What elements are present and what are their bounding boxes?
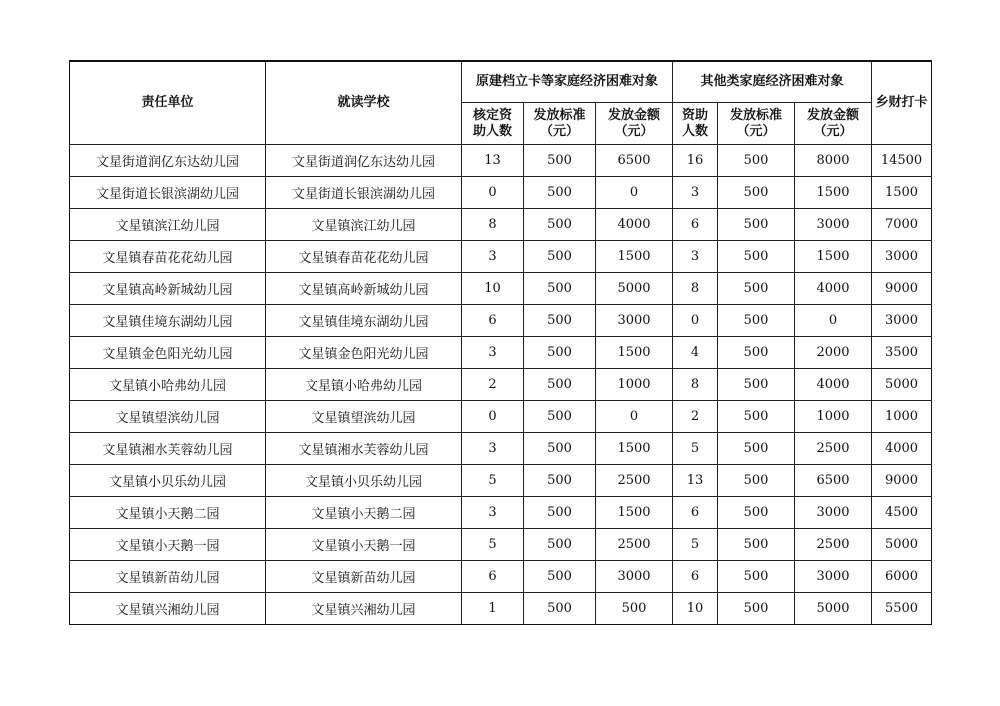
table-row <box>70 433 932 465</box>
cell-g1-standard: 500 <box>524 369 596 401</box>
cell-g1-count: 10 <box>462 273 524 305</box>
cell-g2-count: 8 <box>673 369 718 401</box>
header-group-archived: 原建档立卡等家庭经济困难对象 <box>462 61 673 103</box>
cell-school: 文星镇春苗花花幼儿园 <box>266 241 462 273</box>
table-row <box>70 369 932 401</box>
cell-g2-amount: 1500 <box>795 241 872 273</box>
cell-g1-count: 6 <box>462 561 524 593</box>
cell-unit: 文星街道润亿东达幼儿园 <box>70 145 266 177</box>
cell-g1-count: 1 <box>462 593 524 625</box>
cell-g1-amount: 1500 <box>596 433 673 465</box>
cell-g2-amount: 0 <box>795 305 872 337</box>
cell-g1-count: 13 <box>462 145 524 177</box>
header-total: 乡财打卡 <box>872 61 932 145</box>
cell-g1-amount: 1500 <box>596 497 673 529</box>
cell-unit: 文星镇新苗幼儿园 <box>70 561 266 593</box>
cell-total: 1000 <box>872 401 932 433</box>
cell-g2-amount: 5000 <box>795 593 872 625</box>
cell-g1-count: 8 <box>462 209 524 241</box>
cell-g2-amount: 4000 <box>795 273 872 305</box>
cell-g2-amount: 4000 <box>795 369 872 401</box>
header-g1-amount: 发放金额（元） <box>596 103 673 145</box>
cell-g1-standard: 500 <box>524 177 596 209</box>
cell-total: 4000 <box>872 433 932 465</box>
cell-total: 14500 <box>872 145 932 177</box>
cell-school: 文星镇小天鹅一园 <box>266 529 462 561</box>
cell-g2-standard: 500 <box>718 209 795 241</box>
table-row <box>70 273 932 305</box>
cell-g1-count: 2 <box>462 369 524 401</box>
cell-g1-count: 3 <box>462 497 524 529</box>
cell-unit: 文星镇望滨幼儿园 <box>70 401 266 433</box>
cell-unit: 文星镇小天鹅一园 <box>70 529 266 561</box>
cell-g2-amount: 6500 <box>795 465 872 497</box>
cell-total: 3000 <box>872 305 932 337</box>
cell-g1-amount: 5000 <box>596 273 673 305</box>
cell-total: 1500 <box>872 177 932 209</box>
cell-g1-amount: 2500 <box>596 529 673 561</box>
cell-g1-count: 6 <box>462 305 524 337</box>
header-unit: 责任单位 <box>70 61 266 145</box>
cell-g1-standard: 500 <box>524 337 596 369</box>
cell-g2-count: 16 <box>673 145 718 177</box>
header-group-other: 其他类家庭经济困难对象 <box>673 61 872 103</box>
cell-unit: 文星镇佳境东湖幼儿园 <box>70 305 266 337</box>
cell-g2-count: 6 <box>673 209 718 241</box>
table-row <box>70 401 932 433</box>
cell-school: 文星街道润亿东达幼儿园 <box>266 145 462 177</box>
table-row <box>70 209 932 241</box>
cell-g1-count: 0 <box>462 401 524 433</box>
header-school: 就读学校 <box>266 61 462 145</box>
cell-g2-amount: 2500 <box>795 529 872 561</box>
cell-g1-amount: 500 <box>596 593 673 625</box>
cell-g1-standard: 500 <box>524 529 596 561</box>
cell-g1-standard: 500 <box>524 401 596 433</box>
cell-g1-count: 3 <box>462 433 524 465</box>
cell-total: 5000 <box>872 529 932 561</box>
cell-total: 9000 <box>872 465 932 497</box>
cell-g2-standard: 500 <box>718 337 795 369</box>
cell-school: 文星镇小哈弗幼儿园 <box>266 369 462 401</box>
cell-g2-count: 2 <box>673 401 718 433</box>
cell-total: 4500 <box>872 497 932 529</box>
cell-unit: 文星镇小天鹅二园 <box>70 497 266 529</box>
cell-school: 文星镇小天鹅二园 <box>266 497 462 529</box>
cell-g2-amount: 8000 <box>795 145 872 177</box>
cell-g2-count: 5 <box>673 529 718 561</box>
cell-unit: 文星镇兴湘幼儿园 <box>70 593 266 625</box>
cell-g2-count: 4 <box>673 337 718 369</box>
cell-unit: 文星镇小贝乐幼儿园 <box>70 465 266 497</box>
cell-total: 3500 <box>872 337 932 369</box>
cell-g1-standard: 500 <box>524 273 596 305</box>
cell-total: 7000 <box>872 209 932 241</box>
cell-total: 6000 <box>872 561 932 593</box>
cell-g2-count: 10 <box>673 593 718 625</box>
cell-unit: 文星镇高岭新城幼儿园 <box>70 273 266 305</box>
table-row <box>70 529 932 561</box>
cell-g2-standard: 500 <box>718 305 795 337</box>
header-g2-amount: 发放金额（元） <box>795 103 872 145</box>
cell-g2-amount: 1500 <box>795 177 872 209</box>
cell-g1-standard: 500 <box>524 241 596 273</box>
table-body <box>70 145 932 625</box>
cell-school: 文星镇湘水芙蓉幼儿园 <box>266 433 462 465</box>
cell-g2-count: 5 <box>673 433 718 465</box>
header-g1-count: 核定资助人数 <box>462 103 524 145</box>
table-row <box>70 177 932 209</box>
subsidy-table <box>69 60 932 625</box>
cell-g1-standard: 500 <box>524 209 596 241</box>
cell-g2-standard: 500 <box>718 401 795 433</box>
cell-unit: 文星镇小哈弗幼儿园 <box>70 369 266 401</box>
cell-g1-standard: 500 <box>524 145 596 177</box>
cell-g2-count: 0 <box>673 305 718 337</box>
cell-g2-standard: 500 <box>718 497 795 529</box>
cell-g2-amount: 2500 <box>795 433 872 465</box>
cell-g1-count: 0 <box>462 177 524 209</box>
cell-g2-standard: 500 <box>718 369 795 401</box>
cell-unit: 文星镇春苗花花幼儿园 <box>70 241 266 273</box>
cell-g1-standard: 500 <box>524 561 596 593</box>
header-g2-standard: 发放标准（元） <box>718 103 795 145</box>
cell-unit: 文星街道长银滨湖幼儿园 <box>70 177 266 209</box>
cell-school: 文星镇新苗幼儿园 <box>266 561 462 593</box>
cell-g2-count: 6 <box>673 561 718 593</box>
cell-g2-standard: 500 <box>718 593 795 625</box>
cell-g1-amount: 3000 <box>596 305 673 337</box>
cell-g1-standard: 500 <box>524 497 596 529</box>
cell-g1-amount: 6500 <box>596 145 673 177</box>
cell-g1-count: 3 <box>462 337 524 369</box>
cell-g1-count: 5 <box>462 465 524 497</box>
table-row <box>70 145 932 177</box>
cell-g2-standard: 500 <box>718 145 795 177</box>
table-row <box>70 337 932 369</box>
cell-school: 文星镇兴湘幼儿园 <box>266 593 462 625</box>
cell-unit: 文星镇金色阳光幼儿园 <box>70 337 266 369</box>
cell-g1-amount: 1500 <box>596 337 673 369</box>
cell-g2-standard: 500 <box>718 465 795 497</box>
table-row <box>70 561 932 593</box>
cell-school: 文星镇高岭新城幼儿园 <box>266 273 462 305</box>
cell-g2-amount: 2000 <box>795 337 872 369</box>
cell-g1-count: 3 <box>462 241 524 273</box>
cell-g1-standard: 500 <box>524 433 596 465</box>
cell-school: 文星街道长银滨湖幼儿园 <box>266 177 462 209</box>
cell-g2-count: 8 <box>673 273 718 305</box>
cell-g2-standard: 500 <box>718 273 795 305</box>
cell-g2-amount: 3000 <box>795 497 872 529</box>
cell-g2-standard: 500 <box>718 433 795 465</box>
cell-g2-amount: 3000 <box>795 561 872 593</box>
cell-g2-standard: 500 <box>718 241 795 273</box>
cell-g1-amount: 2500 <box>596 465 673 497</box>
header-g2-count: 资助人数 <box>673 103 718 145</box>
cell-g1-amount: 3000 <box>596 561 673 593</box>
cell-g1-amount: 0 <box>596 401 673 433</box>
cell-g1-amount: 0 <box>596 177 673 209</box>
cell-g2-amount: 1000 <box>795 401 872 433</box>
cell-g2-standard: 500 <box>718 561 795 593</box>
cell-g2-amount: 3000 <box>795 209 872 241</box>
cell-g1-amount: 4000 <box>596 209 673 241</box>
cell-school: 文星镇小贝乐幼儿园 <box>266 465 462 497</box>
cell-g1-standard: 500 <box>524 465 596 497</box>
cell-total: 9000 <box>872 273 932 305</box>
table-row <box>70 593 932 625</box>
cell-unit: 文星镇湘水芙蓉幼儿园 <box>70 433 266 465</box>
cell-g1-count: 5 <box>462 529 524 561</box>
cell-g2-standard: 500 <box>718 529 795 561</box>
table-row <box>70 305 932 337</box>
cell-total: 5500 <box>872 593 932 625</box>
cell-g1-standard: 500 <box>524 593 596 625</box>
cell-g1-standard: 500 <box>524 305 596 337</box>
cell-unit: 文星镇滨江幼儿园 <box>70 209 266 241</box>
cell-school: 文星镇佳境东湖幼儿园 <box>266 305 462 337</box>
cell-g2-standard: 500 <box>718 177 795 209</box>
cell-school: 文星镇望滨幼儿园 <box>266 401 462 433</box>
table-header <box>70 61 932 145</box>
cell-g1-amount: 1500 <box>596 241 673 273</box>
table-row <box>70 497 932 529</box>
table-row <box>70 241 932 273</box>
cell-g2-count: 13 <box>673 465 718 497</box>
cell-g2-count: 3 <box>673 177 718 209</box>
cell-g2-count: 3 <box>673 241 718 273</box>
cell-g1-amount: 1000 <box>596 369 673 401</box>
table-row <box>70 465 932 497</box>
cell-g2-count: 6 <box>673 497 718 529</box>
cell-school: 文星镇滨江幼儿园 <box>266 209 462 241</box>
cell-total: 5000 <box>872 369 932 401</box>
cell-school: 文星镇金色阳光幼儿园 <box>266 337 462 369</box>
header-g1-standard: 发放标准（元） <box>524 103 596 145</box>
cell-total: 3000 <box>872 241 932 273</box>
